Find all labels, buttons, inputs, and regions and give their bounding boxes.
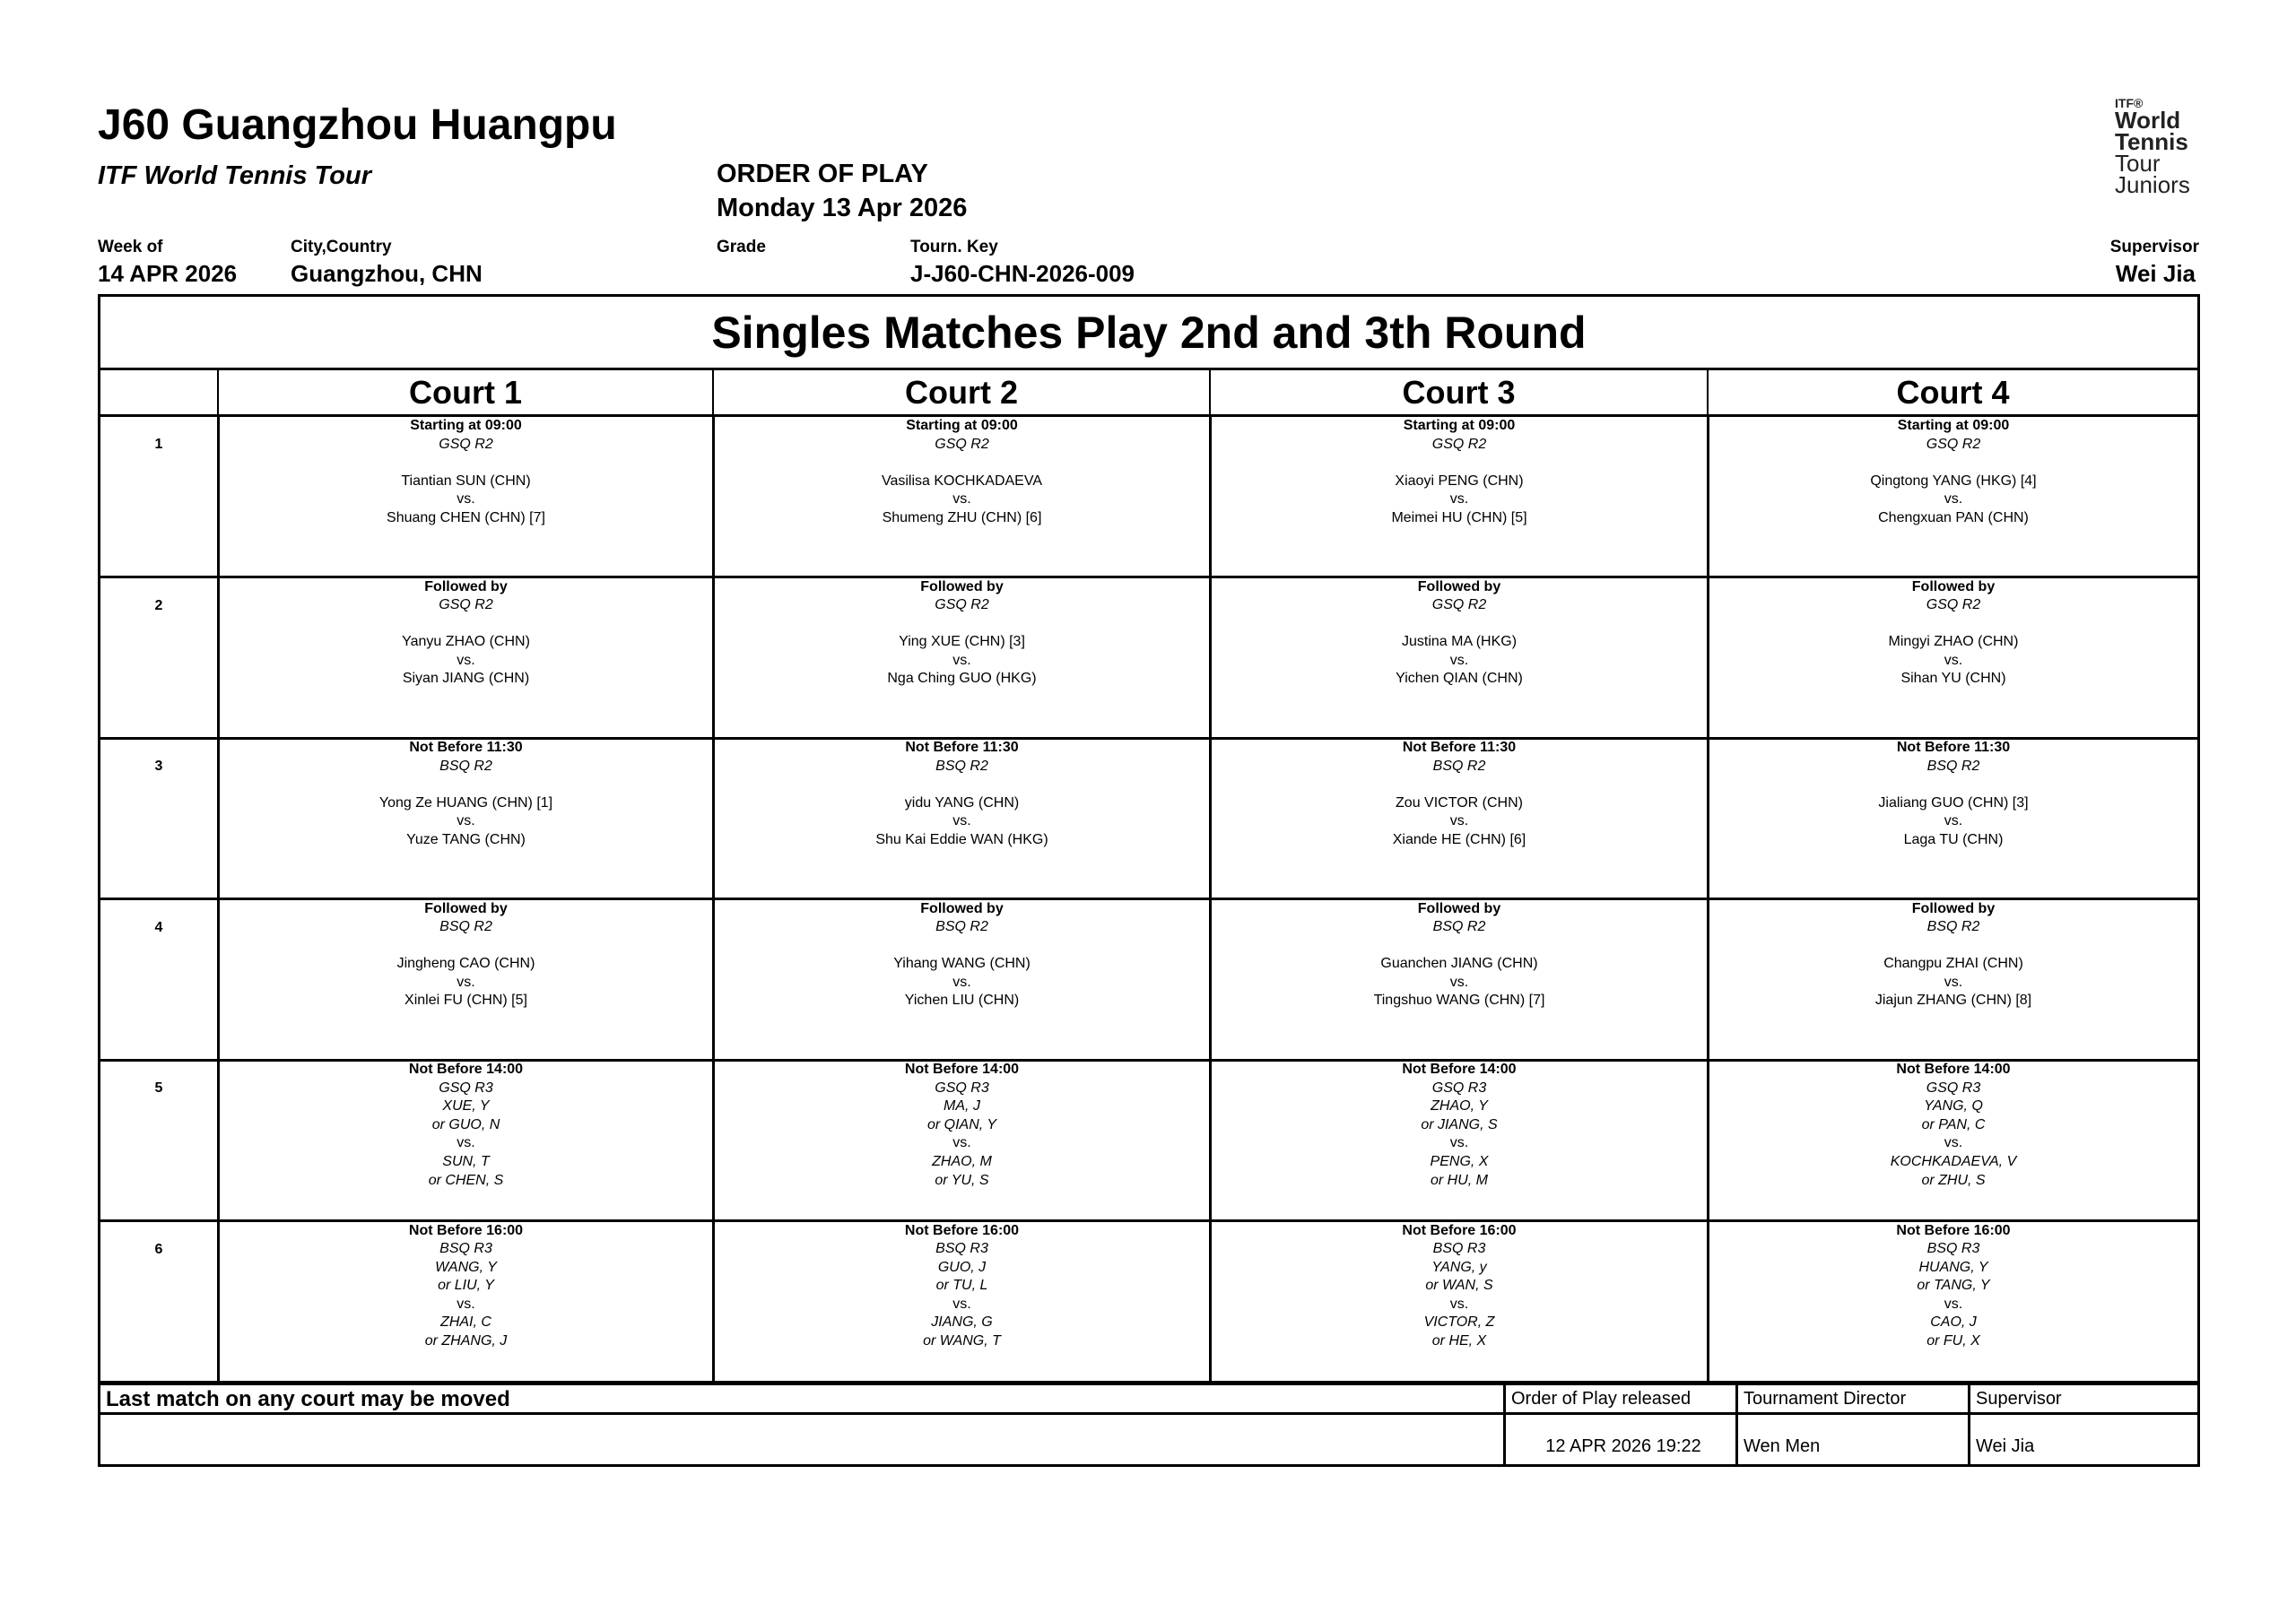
match-order-number: 1 (154, 437, 163, 452)
player-1: YANG, Q (1924, 1098, 1983, 1115)
player-1-alternate: or LIU, Y (438, 1278, 494, 1294)
versus-label: vs. (952, 491, 971, 507)
versus-label: vs. (457, 491, 475, 507)
player-2: Yichen QIAN (CHN) (1396, 671, 1523, 687)
match-time: Followed by (424, 900, 508, 916)
round-label: BSQ R2 (935, 919, 988, 935)
match-cell (1707, 900, 2197, 1059)
court-header-1: Court 1 (217, 370, 712, 414)
spacer (220, 615, 712, 634)
match-cell (712, 417, 1209, 576)
city-label: City,Country (291, 238, 392, 256)
spacer (715, 615, 1209, 634)
spacer (715, 937, 1209, 956)
player-2: Meimei HU (CHN) [5] (1391, 509, 1527, 525)
player-2-alternate: or HU, M (1431, 1172, 1488, 1188)
player-2: CAO, J (1930, 1314, 1977, 1331)
player-2: Xiande HE (CHN) [6] (1392, 831, 1526, 847)
round-label: GSQ R2 (935, 597, 989, 613)
match-time: Not Before 11:30 (1896, 740, 2011, 755)
round-label: GSQ R2 (1926, 597, 1981, 613)
match-cell (217, 1061, 712, 1219)
player-2-alternate: or ZHU, S (1921, 1172, 1986, 1188)
versus-label: vs. (952, 974, 971, 990)
player-2-alternate: or YU, S (935, 1172, 989, 1188)
match-cell (1209, 1061, 1707, 1219)
player-1: YANG, y (1431, 1259, 1487, 1275)
itf-world-tennis-tour-juniors-logo: ITF® World Tennis Tour Juniors (2115, 96, 2190, 198)
player-1-alternate: or TU, L (935, 1278, 988, 1294)
versus-label: vs. (1944, 1296, 1963, 1312)
match-time: Followed by (920, 578, 1004, 594)
player-1-alternate: or GUO, N (431, 1116, 500, 1132)
spacer (1709, 454, 2197, 473)
player-1: Changpu ZHAI (CHN) (1883, 956, 2023, 972)
match-time: Followed by (1911, 578, 1996, 594)
match-order-number: 6 (154, 1241, 163, 1257)
round-label: GSQ R3 (439, 1080, 493, 1096)
director-value: Wen Men (1735, 1415, 1968, 1467)
versus-label: vs. (952, 652, 971, 668)
match-cell (1209, 417, 1707, 576)
player-2-alternate: or CHEN, S (428, 1172, 504, 1188)
player-2: Chengxuan PAN (CHN) (1878, 509, 2029, 525)
court-header-3: Court 3 (1209, 370, 1707, 414)
match-cell (1707, 578, 2197, 737)
spacer (220, 937, 712, 956)
player-2: Yuze TANG (CHN) (406, 831, 526, 847)
player-2: JIANG, G (931, 1314, 993, 1331)
footer-labels-row (100, 1383, 2197, 1415)
grade-label: Grade (717, 238, 766, 256)
tourn-key-label: Tourn. Key (910, 238, 998, 256)
match-order-number: 4 (154, 919, 163, 935)
player-1: Tiantian SUN (CHN) (401, 473, 531, 489)
player-2: Shu Kai Eddie WAN (HKG) (875, 831, 1048, 847)
round-label: GSQ R2 (935, 436, 989, 452)
spacer (1212, 615, 1707, 634)
versus-label: vs. (1449, 652, 1469, 668)
player-1: MA, J (944, 1098, 980, 1115)
player-2: Jiajun ZHANG (CHN) [8] (1874, 993, 2032, 1009)
player-2-alternate: or WANG, T (923, 1333, 1001, 1349)
match-row (100, 900, 2197, 1062)
match-time: Not Before 16:00 (1896, 1222, 2011, 1238)
match-time: Followed by (1417, 578, 1501, 594)
match-row (100, 1222, 2197, 1383)
match-cell (217, 1222, 712, 1381)
play-date: Monday 13 Apr 2026 (717, 194, 968, 222)
round-label: GSQ R2 (439, 436, 493, 452)
player-1-alternate: or WAN, S (1425, 1278, 1493, 1294)
player-1: XUE, Y (442, 1098, 490, 1115)
player-1: Qingtong YANG (HKG) [4] (1870, 473, 2037, 489)
round-label: GSQ R2 (1926, 436, 1981, 452)
match-time: Starting at 09:00 (1403, 418, 1516, 433)
match-time: Not Before 16:00 (1402, 1222, 1517, 1238)
player-1: Yihang WANG (CHN) (893, 956, 1031, 972)
spacer (1709, 937, 2197, 956)
versus-label: vs. (1944, 974, 1963, 990)
match-row (100, 578, 2197, 740)
match-cell (1209, 900, 1707, 1059)
match-time: Not Before 14:00 (904, 1062, 1020, 1077)
match-cell (1209, 1222, 1707, 1381)
spacer (220, 776, 712, 794)
round-label: BSQ R3 (1926, 1241, 1980, 1257)
match-cell (217, 578, 712, 737)
match-time: Not Before 16:00 (408, 1222, 524, 1238)
city-value: Guangzhou, CHN (291, 260, 483, 287)
player-2: ZHAI, C (440, 1314, 491, 1331)
versus-label: vs. (457, 1135, 475, 1151)
footer-note: Last match on any court may be moved (106, 1387, 510, 1411)
schedule-title: Singles Matches Play 2nd and 3th Round (100, 297, 2197, 370)
round-label: GSQ R3 (935, 1080, 989, 1096)
player-2: VICTOR, Z (1423, 1314, 1495, 1331)
match-order-number: 3 (154, 759, 163, 774)
player-2: PENG, X (1430, 1153, 1489, 1169)
versus-label: vs. (457, 974, 475, 990)
round-label: BSQ R2 (1432, 919, 1486, 935)
player-1: Jialiang GUO (CHN) [3] (1878, 794, 2029, 811)
player-1: Guanchen JIANG (CHN) (1380, 956, 1538, 972)
match-cell (1707, 417, 2197, 576)
player-2: Shumeng ZHU (CHN) [6] (882, 509, 1042, 525)
player-2: Siyan JIANG (CHN) (402, 671, 530, 687)
spacer (1212, 937, 1707, 956)
round-label: BSQ R3 (439, 1241, 492, 1257)
court-header-2: Court 2 (712, 370, 1209, 414)
match-time: Not Before 11:30 (905, 740, 1019, 755)
versus-label: vs. (1944, 813, 1963, 829)
player-1: HUANG, Y (1918, 1259, 1988, 1275)
round-label: BSQ R2 (1926, 919, 1980, 935)
player-2: ZHAO, M (932, 1153, 992, 1169)
footer-values-row (100, 1415, 2197, 1467)
versus-label: vs. (952, 813, 971, 829)
player-2: Tingshuo WANG (CHN) [7] (1373, 993, 1545, 1009)
round-label: BSQ R3 (935, 1241, 988, 1257)
versus-label: vs. (457, 813, 475, 829)
player-1: GUO, J (937, 1259, 987, 1275)
match-cell (712, 1061, 1209, 1219)
order-of-play-heading: ORDER OF PLAY (717, 160, 928, 188)
match-time: Followed by (1417, 900, 1501, 916)
round-label: BSQ R3 (1432, 1241, 1486, 1257)
player-1: WANG, Y (435, 1259, 497, 1275)
spacer (1212, 776, 1707, 794)
player-2: KOCHKADAEVA, V (1890, 1153, 2017, 1169)
match-time: Not Before 11:30 (409, 740, 523, 755)
player-1: Jingheng CAO (CHN) (396, 956, 535, 972)
match-cell (217, 417, 712, 576)
match-time: Followed by (424, 578, 508, 594)
round-label: BSQ R2 (439, 758, 492, 774)
player-2: Laga TU (CHN) (1903, 831, 2004, 847)
round-label: BSQ R2 (1926, 758, 1980, 774)
supervisor-value: Wei Jia (2115, 260, 2196, 287)
match-time: Starting at 09:00 (1897, 418, 2010, 433)
player-2: Sihan YU (CHN) (1900, 671, 2006, 687)
tournament-title: J60 Guangzhou Huangpu (98, 101, 617, 149)
round-label: GSQ R2 (439, 597, 493, 613)
match-cell (1209, 578, 1707, 737)
round-label: GSQ R2 (1431, 436, 1487, 452)
spacer (220, 454, 712, 473)
match-time: Not Before 16:00 (904, 1222, 1020, 1238)
match-time: Followed by (1911, 900, 1996, 916)
versus-label: vs. (1449, 491, 1469, 507)
court-header-4: Court 4 (1707, 370, 2197, 414)
player-2-alternate: or FU, X (1926, 1333, 1980, 1349)
player-1: ZHAO, Y (1431, 1098, 1488, 1115)
spacer (1709, 615, 2197, 634)
versus-label: vs. (1449, 813, 1469, 829)
released-label: Order of Play released (1503, 1385, 1735, 1412)
match-cell (1707, 739, 2197, 898)
match-time: Not Before 14:00 (1896, 1062, 2011, 1077)
match-time: Not Before 14:00 (1402, 1062, 1517, 1077)
week-of-label: Week of (98, 238, 163, 256)
match-cell (712, 739, 1209, 898)
court-header-row (100, 370, 2197, 417)
versus-label: vs. (1449, 1135, 1469, 1151)
match-order-number: 5 (154, 1080, 163, 1096)
player-1: Xiaoyi PENG (CHN) (1395, 473, 1524, 489)
player-1: Justina MA (HKG) (1401, 634, 1518, 650)
match-time: Starting at 09:00 (410, 418, 522, 433)
versus-label: vs. (457, 1296, 475, 1312)
match-time: Not Before 11:30 (1402, 740, 1517, 755)
released-value: 12 APR 2026 19:22 (1503, 1415, 1735, 1467)
match-cell (217, 739, 712, 898)
match-row (100, 739, 2197, 900)
match-cell (1707, 1061, 2197, 1219)
match-cell (712, 900, 1209, 1059)
director-label: Tournament Director (1735, 1385, 1968, 1412)
player-1-alternate: or TANG, Y (1917, 1278, 1990, 1294)
player-1: Yong Ze HUANG (CHN) [1] (378, 794, 553, 811)
versus-label: vs. (1944, 652, 1963, 668)
match-cell (712, 578, 1209, 737)
match-cell (712, 1222, 1209, 1381)
player-1: yidu YANG (CHN) (904, 794, 1020, 811)
match-time: Starting at 09:00 (906, 418, 1018, 433)
footer-supervisor-value: Wei Jia (1968, 1415, 2197, 1467)
match-time: Not Before 14:00 (408, 1062, 524, 1077)
match-row (100, 1061, 2197, 1222)
spacer (715, 776, 1209, 794)
versus-label: vs. (952, 1296, 971, 1312)
player-1: Zou VICTOR (CHN) (1396, 794, 1523, 811)
player-1: Vasilisa KOCHKADAEVA (881, 473, 1042, 489)
match-time: Followed by (920, 900, 1004, 916)
round-label: GSQ R3 (1431, 1080, 1487, 1096)
versus-label: vs. (1944, 1135, 1963, 1151)
player-1: Mingyi ZHAO (CHN) (1888, 634, 2019, 650)
player-1: Yanyu ZHAO (CHN) (402, 634, 530, 650)
versus-label: vs. (1449, 974, 1469, 990)
versus-label: vs. (1944, 491, 1963, 507)
tourn-key-value: J-J60-CHN-2026-009 (910, 260, 1135, 287)
match-cell (1707, 1222, 2197, 1381)
round-label: BSQ R2 (935, 758, 988, 774)
player-2-alternate: or ZHANG, J (424, 1333, 508, 1349)
order-of-play-table (98, 294, 2200, 1467)
spacer (1212, 454, 1707, 473)
spacer (1709, 776, 2197, 794)
player-2-alternate: or HE, X (1431, 1333, 1487, 1349)
player-2: Xinlei FU (CHN) [5] (404, 993, 527, 1009)
player-2: SUN, T (442, 1153, 490, 1169)
player-2: Yichen LIU (CHN) (904, 993, 1020, 1009)
match-order-number: 2 (154, 597, 163, 613)
week-of-value: 14 APR 2026 (98, 260, 238, 287)
player-1: Ying XUE (CHN) [3] (899, 634, 1025, 650)
versus-label: vs. (1449, 1296, 1469, 1312)
versus-label: vs. (457, 652, 475, 668)
round-label: GSQ R2 (1431, 597, 1487, 613)
round-label: GSQ R3 (1926, 1080, 1981, 1096)
versus-label: vs. (952, 1135, 971, 1151)
player-1-alternate: or QIAN, Y (926, 1116, 997, 1132)
match-cell (217, 900, 712, 1059)
match-row (100, 417, 2197, 578)
player-2: Shuang CHEN (CHN) [7] (387, 509, 545, 525)
supervisor-label: Supervisor (2109, 238, 2199, 256)
tour-name: ITF World Tennis Tour (98, 161, 372, 190)
player-1-alternate: or PAN, C (1921, 1116, 1986, 1132)
footer-supervisor-label: Supervisor (1968, 1385, 2197, 1412)
player-1-alternate: or JIANG, S (1421, 1116, 1498, 1132)
spacer (715, 454, 1209, 473)
round-label: BSQ R2 (439, 919, 492, 935)
match-cell (1209, 739, 1707, 898)
round-label: BSQ R2 (1432, 758, 1486, 774)
player-2: Nga Ching GUO (HKG) (887, 671, 1037, 687)
